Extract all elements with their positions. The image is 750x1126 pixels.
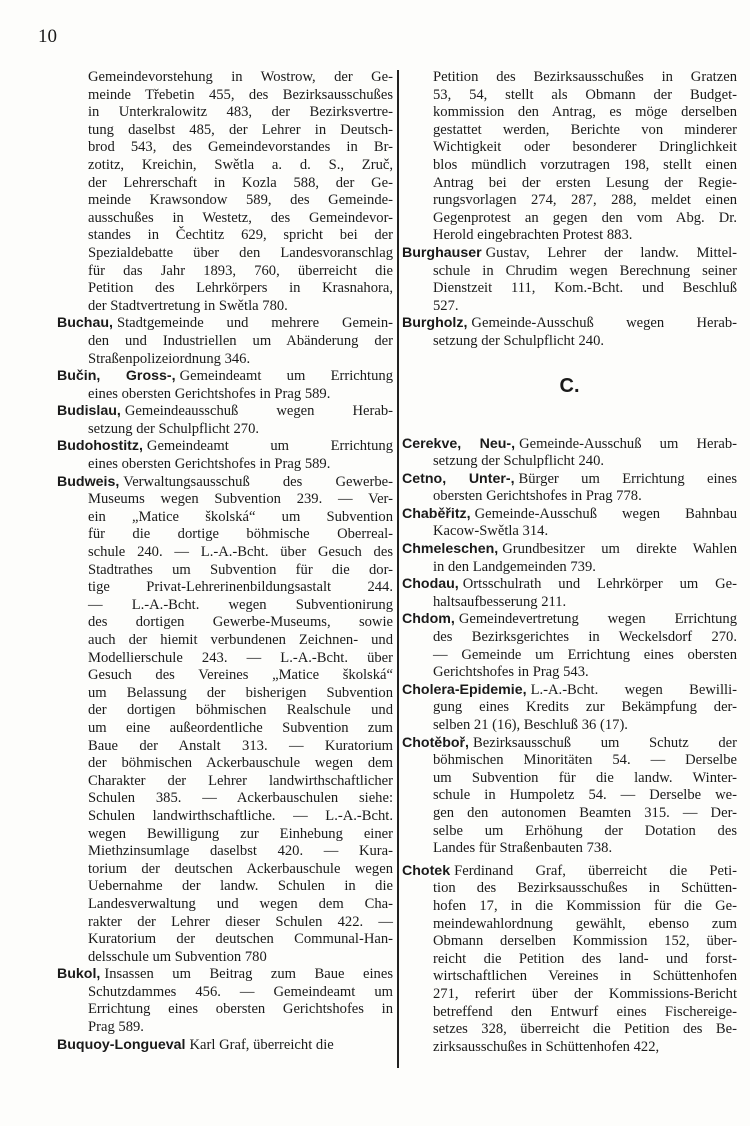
entry-line: [57, 597, 393, 615]
entry-text: der böhmischen Ackerbauschule wegen dem: [88, 755, 393, 772]
entry-text: Schutzdammes 456. — Gemeindeamt um: [88, 983, 393, 1000]
entry-line: [402, 333, 737, 351]
entry-heading: Cholera-Epidemie,: [402, 681, 527, 698]
entry-heading: Chmeleschen,: [402, 541, 499, 558]
section-heading-c: C.: [559, 374, 580, 397]
entry-text: Schulen landwirthschaftliche. — L.-A.-Bcht.: [88, 807, 393, 824]
entry-text: in den Landgemeinden 739.: [433, 558, 596, 575]
entry-line: [402, 122, 737, 140]
entry-text: Petition des Bezirksausschußes in Gratzen: [433, 69, 737, 85]
entry-line: [57, 843, 393, 861]
entry-line: [402, 916, 737, 934]
entry-text: setzung der Schulpflicht 270.: [88, 420, 260, 437]
entry-text: haltsaufbesserung 211.: [433, 593, 567, 610]
entry-text: Stadtrathes um Subvention für die dor-: [88, 561, 393, 578]
entry-line: [57, 667, 393, 685]
entry-line: [402, 787, 737, 805]
entry-text: Verwaltungsausschuß des Gewerbe-: [123, 473, 393, 490]
index-entry: [57, 69, 393, 315]
index-entry: [57, 966, 393, 1036]
entry-line: [57, 896, 393, 914]
entry-line: [402, 898, 737, 916]
entry-text: für das Jahr 1893, 760, überreicht die: [88, 262, 393, 279]
index-entry: [57, 474, 393, 967]
index-entry: [57, 1037, 393, 1055]
entry-line: [57, 773, 393, 791]
entry-line: [57, 544, 393, 562]
index-entry: [57, 438, 393, 473]
entry-line: [57, 474, 393, 492]
entry-line: [57, 69, 393, 87]
entry-line: [402, 175, 737, 193]
entry-text: rungsvorlagen 274, 287, 288, meldet einen: [433, 192, 737, 209]
entry-line: [402, 453, 737, 471]
entry-text: Antrag bei der ersten Lesung der Regie-: [433, 174, 737, 191]
entry-line: [402, 87, 737, 105]
entry-text: betreffend den Entwurf eines Fischereige-: [433, 1003, 737, 1020]
index-entry: [57, 315, 393, 368]
entry-line: [402, 933, 737, 951]
entry-line: [57, 175, 393, 193]
entry-text: Errichtung eines obersten Gerichtshofes in: [88, 1001, 393, 1018]
entry-heading: Chodau,: [402, 576, 459, 593]
entry-text: Karl Graf, überreicht die: [189, 1036, 334, 1053]
entry-text: rakter der Lehrer dieser Schulen 422. —: [88, 913, 393, 930]
entry-text: Gemeinde-Ausschuß um Herab-: [519, 435, 737, 452]
entry-line: [57, 685, 393, 703]
entry-line: [402, 1039, 737, 1057]
entry-heading: Burgholz,: [402, 315, 468, 332]
entry-text: gestattet werden, Berichte von minderer: [433, 121, 737, 138]
page-number: 10: [38, 26, 57, 47]
entry-text: schule 240. — L.-A.-Bcht. über Gesuch des: [88, 544, 393, 561]
entry-text: Prag 589.: [88, 1019, 144, 1036]
entry-text: tung daselbst 485, der Lehrer in Deutsch-: [88, 121, 393, 138]
entry-text: Wichtigkeit oder besonderer Dringlichkeit: [433, 139, 737, 156]
index-entry: [402, 611, 737, 681]
entry-line: [402, 541, 737, 559]
entry-text: Spezialdebatte über den Landesvoranschlag: [88, 244, 393, 261]
entry-line: [402, 104, 737, 122]
entry-text: Gemeindevorstehung in Wostrow, der Ge-: [88, 69, 393, 85]
entry-text: zirksausschußes in Schüttenhofen 422,: [433, 1038, 660, 1055]
entry-text: ein „Matice školská“ um Subvention: [88, 508, 393, 525]
entry-text: — Gemeinde um Errichtung eines obersten: [433, 646, 737, 663]
entry-line: [402, 752, 737, 770]
entry-line: [57, 438, 393, 456]
entry-line: [402, 280, 737, 298]
entry-line: [57, 333, 393, 351]
entry-line: [402, 436, 737, 454]
entry-text: setzes 328, überreicht die Petition des Be-: [433, 1021, 737, 1038]
entry-heading: Cerekve, Neu-,: [402, 435, 516, 452]
entry-text: Gesuch des Vereines „Matice školská“: [88, 667, 393, 684]
entry-line: [57, 984, 393, 1002]
entry-text: eines obersten Gerichtshofes in Prag 589.: [88, 456, 331, 473]
entry-line: [57, 790, 393, 808]
entry-text: gen den autonomen Beamten 315. — Der-: [433, 804, 737, 821]
entry-text: eines obersten Gerichtshofes in Prag 589.: [88, 385, 331, 402]
entry-text: Ortsschulrath und Lehrkörper um Ge-: [462, 576, 737, 593]
entry-text: selben 21 (16), Beschluß 36 (17).: [433, 717, 628, 733]
entry-line: [402, 69, 737, 87]
entry-text: in Unterkralowitz 483, der Bezirksvertre-: [88, 104, 393, 121]
entry-line: [57, 826, 393, 844]
entry-line: [402, 245, 737, 263]
entry-line: [57, 157, 393, 175]
index-entry: [402, 69, 737, 245]
entry-line: [402, 699, 737, 717]
entry-text: Dienstzeit 111, Kom.-Bcht. und Beschluß: [433, 280, 737, 297]
index-entry: [402, 735, 737, 858]
entry-text: setzung der Schulpflicht 240.: [433, 453, 605, 470]
entry-line: [57, 949, 393, 967]
entry-line: [402, 1004, 737, 1022]
entry-text: 53, 54, stellt als Obmann der Budget-: [433, 86, 737, 103]
entry-text: Modellierschule 243. — L.-A.-Bcht. über: [88, 649, 393, 666]
entry-line: [402, 951, 737, 969]
entry-text: Straßenpolizeiordnung 346.: [88, 350, 251, 367]
index-entry: [402, 541, 737, 576]
index-entry: [57, 403, 393, 438]
index-entry: [402, 315, 737, 350]
entry-line: [402, 968, 737, 986]
entry-text: meindewahlordnung gewählt, ebenso zum: [433, 915, 737, 932]
entry-line: [402, 717, 737, 735]
entry-line: [57, 702, 393, 720]
entry-line: [57, 403, 393, 421]
entry-line: [402, 576, 737, 594]
entry-text: obersten Gerichtshofes in Prag 778.: [433, 488, 642, 505]
entry-text: Landesverwaltung und wegen dem Cha-: [88, 895, 393, 912]
entry-line: [402, 629, 737, 647]
entry-line: [57, 298, 393, 316]
entry-text: meinde Krawsondow 589, des Gemeinde-: [88, 192, 393, 209]
entry-text: der dortigen böhmischen Realschule und: [88, 702, 393, 719]
entry-line: [57, 1037, 393, 1055]
entry-text: wirtschaftlichen Vereines in Schüttenhofen: [433, 968, 737, 985]
entry-heading: Cetno, Unter-,: [402, 470, 515, 487]
entry-text: Kacow-Swětla 314.: [433, 523, 549, 540]
entry-line: [57, 122, 393, 140]
entry-line: [57, 931, 393, 949]
entry-text: hofen 17, in die Kommission für die Ge-: [433, 897, 737, 914]
entry-text: Gemeindeamt um Errichtung: [179, 368, 393, 385]
entry-text: Gemeindeausschuß wegen Herab-: [124, 403, 393, 420]
entry-text: ausschußes in Westetz, des Gemeindevor-: [88, 209, 393, 226]
entry-text: Schulen 385. — Ackerbauschulen siehe:: [88, 790, 393, 807]
entry-line: [402, 523, 737, 541]
entry-text: Bezirksausschuß um Schutz der: [473, 734, 737, 751]
entry-text: setzung der Schulpflicht 240.: [433, 332, 605, 349]
entry-text: für die dortige böhmische Oberreal-: [88, 526, 393, 543]
entry-line: [402, 157, 737, 175]
entry-line: [402, 823, 737, 841]
entry-text: Gerichtshofes in Prag 543.: [433, 664, 589, 681]
entry-text: der Lehrerschaft in Kozla 588, der Ge-: [88, 174, 393, 191]
entry-heading: Budweis,: [57, 473, 120, 490]
entry-line: [57, 280, 393, 298]
entry-line: [57, 579, 393, 597]
entry-text: kommission den Antrag, es möge derselben: [433, 104, 737, 121]
entry-text: des dortigen Gewerbe-Museums, sowie: [88, 614, 393, 631]
entry-text: Gemeindeamt um Errichtung: [146, 438, 393, 455]
entry-line: [402, 840, 737, 858]
entry-line: [57, 526, 393, 544]
entry-line: [57, 192, 393, 210]
entry-line: [57, 386, 393, 404]
entry-text: torium der deutschen Ackerbauschule wegen: [88, 860, 393, 877]
entry-text: 527.: [433, 297, 459, 314]
entry-text: standes in Čechtitz 629, spricht bei der: [88, 227, 393, 244]
entry-text: 271, referirt über der Kommissions-Bericht: [433, 985, 737, 1002]
entry-line: [57, 1001, 393, 1019]
entry-line: [402, 611, 737, 629]
entry-text: Baue der Anstalt 313. — Kuratorium: [88, 737, 393, 754]
entry-text: Gemeinde-Ausschuß wegen Herab-: [471, 315, 737, 332]
entry-text: — L.-A.-Bcht. wegen Subventionirung: [88, 596, 393, 613]
entry-line: [402, 735, 737, 753]
entry-text: wegen Bewilligung zur Einhebung einer: [88, 825, 393, 842]
entry-heading: Buchau,: [57, 315, 113, 332]
entry-line: [402, 315, 737, 333]
entry-text: gung eines Kredits zur Bekämpfung der-: [433, 699, 737, 716]
entry-text: Landes für Straßenbauten 738.: [433, 840, 613, 857]
entry-text: um Subvention für die landw. Winter-: [433, 769, 737, 786]
entry-text: Uebernahme der landw. Schulen in die: [88, 878, 393, 895]
entry-line: [57, 966, 393, 984]
entry-line: [57, 491, 393, 509]
entry-line: [57, 861, 393, 879]
index-entry: [402, 863, 737, 1057]
index-entry: [402, 506, 737, 541]
index-entry: [402, 576, 737, 611]
entry-line: [402, 880, 737, 898]
entry-heading: Budislau,: [57, 403, 121, 420]
entry-text: Herold eingebrachten Protest 883.: [433, 227, 633, 244]
entry-line: [57, 315, 393, 333]
entry-line: [57, 245, 393, 263]
entry-text: Gustav, Lehrer der landw. Mittel-: [485, 244, 737, 261]
entry-line: [402, 986, 737, 1004]
entry-text: Stadtgemeinde und mehrere Gemein-: [116, 315, 393, 332]
entry-line: [402, 471, 737, 489]
entry-text: Insassen um Beitrag zum Baue eines: [104, 966, 393, 983]
index-entry: [402, 245, 737, 315]
entry-text: blos mündlich vorzutragen 198, stellt einen: [433, 156, 737, 173]
entry-text: Bürger um Errichtung eines: [518, 470, 737, 487]
entry-line: [57, 720, 393, 738]
entry-line: [57, 878, 393, 896]
entry-line: [57, 87, 393, 105]
entry-line: [57, 562, 393, 580]
entry-heading: Burghauser: [402, 244, 482, 261]
entry-line: [402, 664, 737, 682]
entry-text: reicht die Petition des land- und forst-: [433, 950, 737, 967]
entry-heading: Buquoy-Longueval: [57, 1036, 186, 1053]
entry-line: [57, 263, 393, 281]
entry-line: [402, 139, 737, 157]
entry-text: Miethzinsumlage daselbst 420. — Kura-: [88, 843, 393, 860]
entry-line: [57, 650, 393, 668]
index-entry: [402, 682, 737, 735]
entry-text: den und Industriellen um Abänderung der: [88, 332, 393, 349]
entry-heading: Chotěboř,: [402, 734, 469, 751]
entry-line: [57, 104, 393, 122]
entry-line: [57, 456, 393, 474]
entry-text: Charakter der Lehrer landwirthschaftlicher: [88, 772, 393, 789]
entry-text: Ferdinand Graf, überreicht die Peti-: [454, 862, 737, 879]
entry-text: Gemeinde-Ausschuß wegen Bahnbau: [474, 505, 737, 522]
entry-line: [402, 559, 737, 577]
entry-text: Museums wegen Subvention 239. — Ver-: [88, 491, 393, 508]
entry-heading: Bukol,: [57, 966, 101, 983]
entry-line: [402, 1021, 737, 1039]
entry-text: um Belassung der bisherigen Subvention: [88, 684, 393, 701]
index-entry: [402, 436, 737, 471]
right-column: [402, 69, 737, 1056]
entry-text: böhmischen Minoritäten 54. — Derselbe: [433, 752, 737, 769]
entry-text: zotitz, Kreichin, Swětla a. d. S., Zruč,: [88, 156, 393, 173]
entry-line: [57, 614, 393, 632]
entry-line: [57, 1019, 393, 1037]
entry-text: Obmann derselben Kommission 152, über-: [433, 933, 737, 950]
entry-text: um eine außeordentliche Subvention zum: [88, 719, 393, 736]
entry-line: [402, 227, 737, 245]
entry-heading: Chdom,: [402, 611, 455, 628]
entry-line: [402, 192, 737, 210]
entry-text: auch der hiemit verbundenen Zeichnen- und: [88, 632, 393, 648]
entry-line: [57, 227, 393, 245]
entry-text: Kuratorium der deutschen Communal-Han-: [88, 931, 393, 948]
entry-text: schule in Chrudim wegen Berechnung seiner: [433, 262, 737, 279]
left-column: [57, 69, 393, 1054]
entry-line: [402, 263, 737, 281]
right-column-entries-c: [402, 436, 737, 1057]
entry-text: meinde Třebetin 455, des Bezirksausschußes: [88, 86, 393, 103]
entry-line: [57, 808, 393, 826]
entry-line: [402, 647, 737, 665]
entry-line: [57, 509, 393, 527]
entry-line: [402, 770, 737, 788]
entry-line: [57, 914, 393, 932]
entry-line: [402, 210, 737, 228]
entry-text: tige Privat-Lehrerinenbildungsastalt 244.: [88, 579, 393, 596]
index-entry: [57, 368, 393, 403]
entry-heading: Chotek: [402, 862, 451, 879]
entry-line: [57, 755, 393, 773]
entry-line: [402, 594, 737, 612]
entry-line: [57, 421, 393, 439]
entry-text: selbe um Erhöhung der Dotation des: [433, 822, 737, 839]
entry-text: der Stadtvertretung in Swětla 780.: [88, 297, 288, 314]
entry-text: tion des Bezirksausschußes in Schütten-: [433, 880, 737, 897]
entry-line: [402, 298, 737, 316]
entry-text: Petition des Lehrkörpers in Krasnahora,: [88, 280, 393, 297]
entry-line: [57, 368, 393, 386]
column-divider: [397, 70, 399, 1068]
entry-heading: Chaběřitz,: [402, 505, 471, 522]
entry-line: [57, 210, 393, 228]
index-entry: [402, 471, 737, 506]
entry-line: [402, 506, 737, 524]
entry-line: [57, 738, 393, 756]
entry-text: des Bezirksgerichtes in Weckelsdorf 270.: [433, 629, 737, 646]
entry-line: [402, 863, 737, 881]
entry-heading: Bučin, Gross-,: [57, 368, 176, 385]
entry-line: [57, 351, 393, 369]
entry-line: [402, 805, 737, 823]
entry-line: [57, 139, 393, 157]
entry-text: brod 543, des Gemeindevorstandes in Br-: [88, 139, 393, 156]
entry-text: delsschule um Subvention 780: [88, 948, 267, 965]
entry-line: [57, 632, 393, 650]
entry-text: Gegenprotest an gegen den vom Abg. Dr.: [433, 209, 737, 226]
entry-line: [402, 488, 737, 506]
entry-heading: Budohostitz,: [57, 438, 143, 455]
entry-text: schule in Humpoletz 54. — Derselbe we-: [433, 787, 737, 804]
entry-text: L.-A.-Bcht. wegen Bewilli-: [530, 681, 737, 698]
entry-text: Grundbesitzer um direkte Wahlen: [502, 541, 737, 558]
entry-line: [402, 682, 737, 700]
entry-text: Gemeindevertretung wegen Errichtung: [458, 611, 737, 628]
right-column-entries-b: [402, 69, 737, 351]
